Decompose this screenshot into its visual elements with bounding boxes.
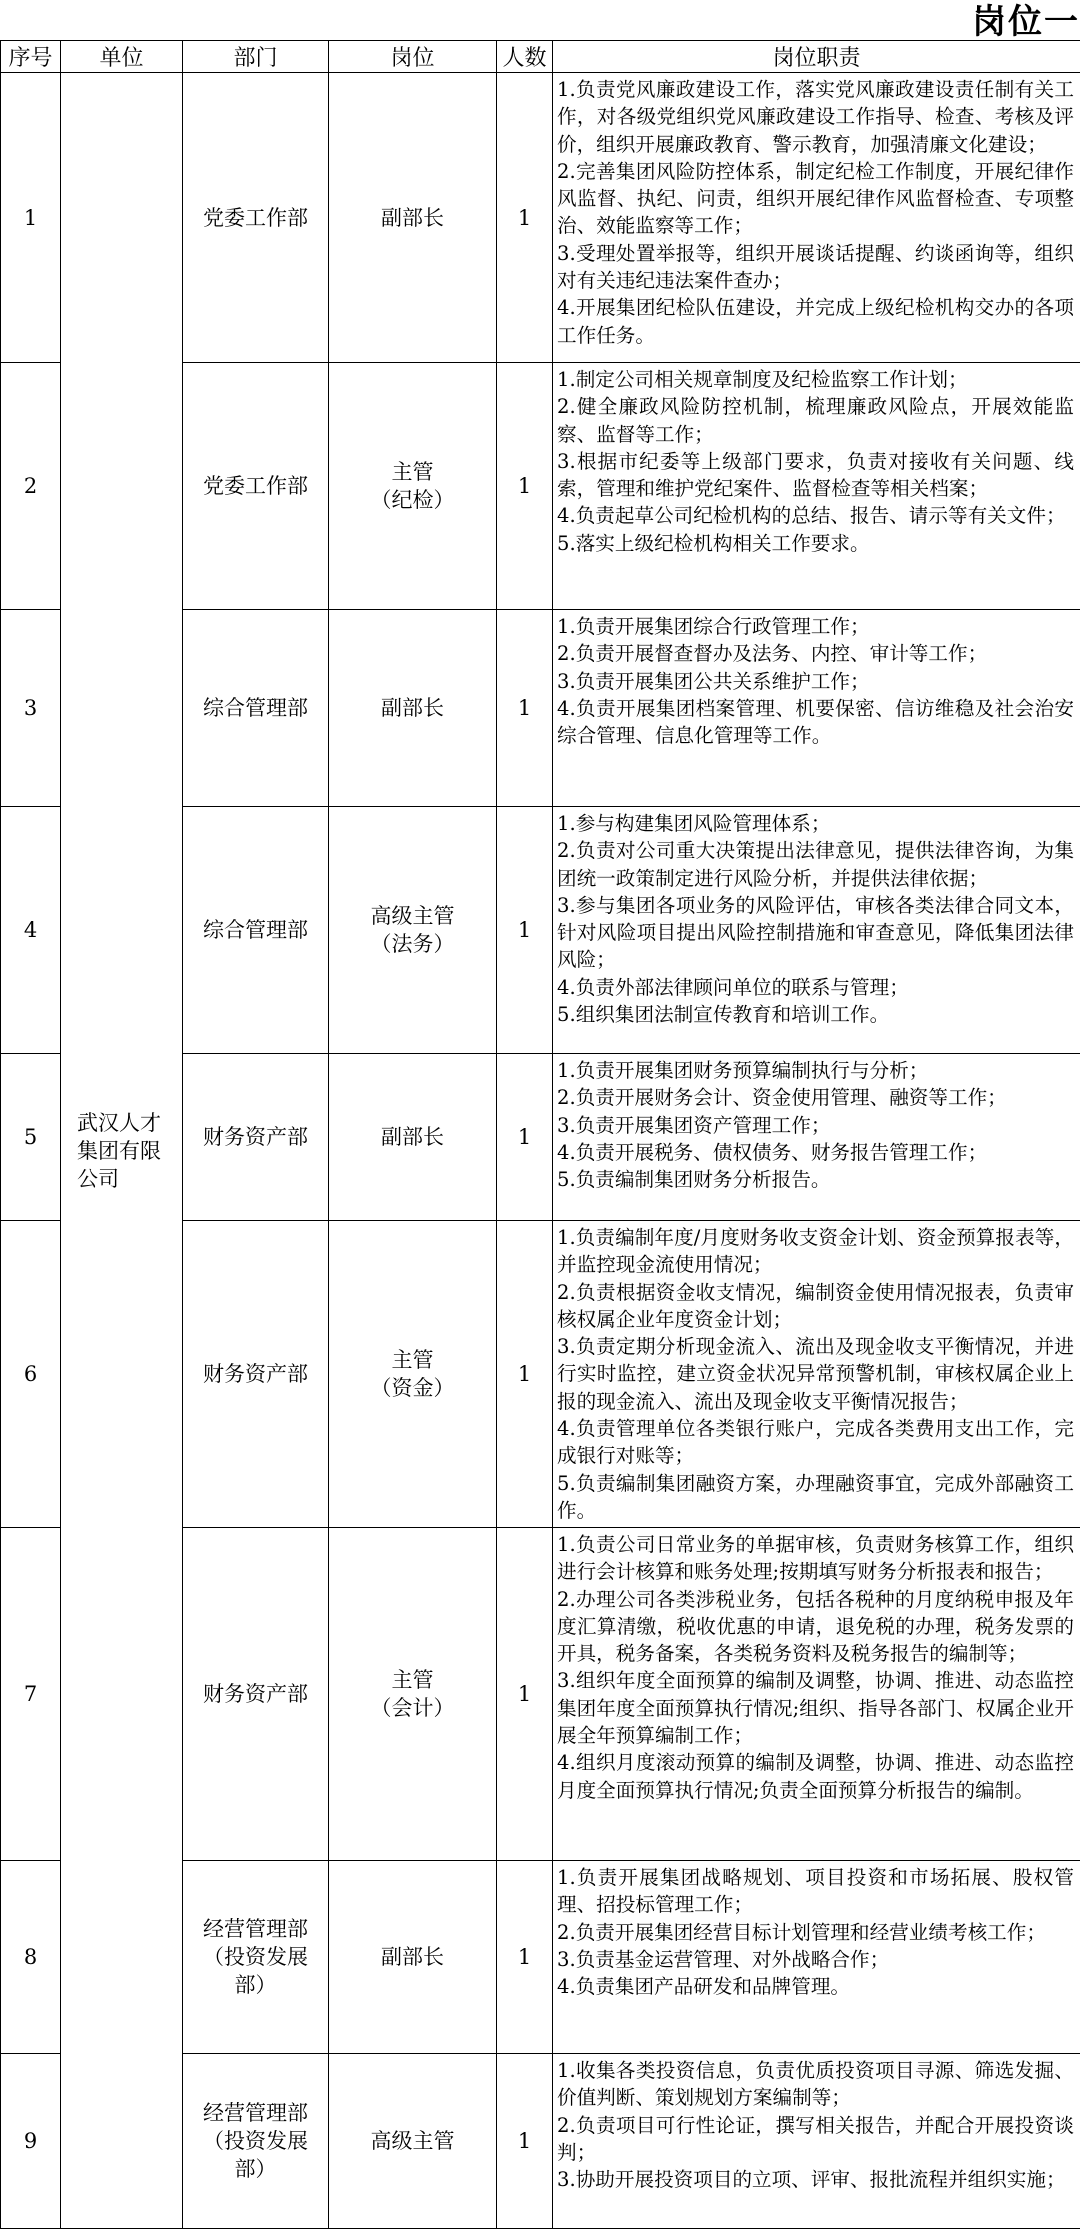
duty-item: 3.根据市纪委等上级部门要求，负责对接收有关问题、线索，管理和维护党纪案件、监督检查等相关档案； (557, 448, 1074, 503)
row-seq: 3 (1, 610, 61, 807)
duty-item: 2.负责开展督查督办及法务、内控、审计等工作； (557, 640, 1074, 667)
header-count: 人数 (497, 41, 553, 73)
dept-label: 财务资产部 (203, 1123, 308, 1151)
duty-item: 2.办理公司各类涉税业务，包括各税种的月度纳税申报及年度汇算清缴，税收优惠的申请，退免税的办理，税务发票的开具，税务备案，各类税务资料及税务报告的编制等； (557, 1586, 1074, 1668)
duty-item: 2.负责根据资金收支情况，编制资金使用情况报表，负责审核权属企业年度资金计划； (557, 1279, 1074, 1334)
row-dept (183, 807, 329, 1054)
post-label: 副部长 (329, 204, 496, 232)
duties-list (553, 1221, 1080, 1526)
header-post: 岗位 (329, 41, 497, 73)
duty-item: 4.负责集团产品研发和品牌管理。 (557, 1973, 1074, 2000)
row-count: 1 (497, 1528, 553, 1861)
row-count: 1 (497, 610, 553, 807)
row-seq: 6 (1, 1221, 61, 1528)
row-post (329, 610, 497, 807)
row-dept (183, 610, 329, 807)
post-label: （会计） (329, 1694, 496, 1722)
table-header-row (1, 41, 1080, 73)
post-label: 高级主管 (329, 2127, 496, 2155)
row-post (329, 363, 497, 610)
duty-item: 5.负责编制集团财务分析报告。 (557, 1166, 1074, 1193)
row-duties (553, 73, 1080, 363)
duties-list (553, 2054, 1080, 2227)
duties-list (553, 1861, 1080, 2052)
duty-item: 2.健全廉政风险防控机制，梳理廉政风险点，开展效能监察、监督等工作； (557, 393, 1074, 448)
post-label: 主管 (329, 458, 496, 486)
duty-item: 4.负责管理单位各类银行账户，完成各类费用支出工作，完成银行对账等； (557, 1415, 1074, 1470)
row-count: 1 (497, 2054, 553, 2229)
duty-item: 3.负责基金运营管理、对外战略合作； (557, 1946, 1074, 1973)
post-label: 副部长 (329, 1123, 496, 1151)
duty-item: 4.开展集团纪检队伍建设，并完成上级纪检机构交办的各项工作任务。 (557, 294, 1074, 349)
duty-item: 2.负责开展集团经营目标计划管理和经营业绩考核工作； (557, 1919, 1074, 1946)
row-post (329, 1528, 497, 1861)
duties-list (553, 610, 1080, 805)
job-table (0, 40, 1080, 2229)
duties-list (553, 1528, 1080, 1859)
row-seq: 4 (1, 807, 61, 1054)
duty-item: 1.制定公司相关规章制度及纪检监察工作计划； (557, 366, 1074, 393)
duty-item: 3.协助开展投资项目的立项、评审、报批流程并组织实施； (557, 2166, 1074, 2193)
duty-item: 1.收集各类投资信息，负责优质投资项目寻源、筛选发掘、价值判断、策划规划方案编制等； (557, 2057, 1074, 2112)
duty-item: 5.负责编制集团融资方案，办理融资事宜，完成外部融资工作。 (557, 1470, 1074, 1525)
post-label: （纪检） (329, 486, 496, 514)
duty-item: 5.组织集团法制宣传教育和培训工作。 (557, 1001, 1074, 1028)
duty-item: 3.负责开展集团资产管理工作； (557, 1112, 1074, 1139)
row-seq: 2 (1, 363, 61, 610)
duty-item: 3.负责开展集团公共关系维护工作； (557, 668, 1074, 695)
post-label: （法务） (329, 930, 496, 958)
duty-item: 4.负责开展税务、债权债务、财务报告管理工作； (557, 1139, 1074, 1166)
row-post (329, 2054, 497, 2229)
dept-label: 综合管理部 (203, 694, 308, 722)
header-unit: 单位 (61, 41, 183, 73)
dept-label: 综合管理部 (203, 916, 308, 944)
duty-item: 1.负责开展集团战略规划、项目投资和市场拓展、股权管理、招投标管理工作； (557, 1864, 1074, 1919)
duty-item: 5.落实上级纪检机构相关工作要求。 (557, 530, 1074, 557)
duty-item: 2.负责开展财务会计、资金使用管理、融资等工作； (557, 1084, 1074, 1111)
post-label: 主管 (329, 1666, 496, 1694)
duty-item: 4.组织月度滚动预算的编制及调整，协调、推进、动态监控月度全面预算执行情况;负责全面预算分析报告的编制。 (557, 1749, 1074, 1804)
duty-item: 3.负责定期分析现金流入、流出及现金收支平衡情况，并进行实时监控，建立资金状况异常预警机制，审核权属企业上报的现金流入、流出及现金收支平衡情况报告； (557, 1333, 1074, 1415)
table-row (1, 73, 1080, 363)
row-duties (553, 807, 1080, 1054)
duty-item: 4.负责起草公司纪检机构的总结、报告、请示等有关文件； (557, 502, 1074, 529)
row-post (329, 1054, 497, 1221)
row-seq: 8 (1, 1861, 61, 2054)
row-duties (553, 1221, 1080, 1528)
dept-label: 经营管理部（投资发展部） (202, 1915, 310, 1999)
duty-item: 2.负责项目可行性论证，撰写相关报告，并配合开展投资谈判； (557, 2112, 1074, 2167)
row-duties (553, 363, 1080, 610)
row-seq: 7 (1, 1528, 61, 1861)
duty-item: 1.负责开展集团财务预算编制执行与分析； (557, 1057, 1074, 1084)
duty-item: 1.负责公司日常业务的单据审核，负责财务核算工作，组织进行会计核算和账务处理;按期填写财务分析报表和报告； (557, 1531, 1074, 1586)
row-seq: 1 (1, 73, 61, 363)
post-label: 副部长 (329, 1943, 496, 1971)
duty-item: 4.负责外部法律顾问单位的联系与管理； (557, 974, 1074, 1001)
post-label: （资金） (329, 1374, 496, 1402)
post-label: 高级主管 (329, 902, 496, 930)
duty-item: 2.完善集团风险防控体系，制定纪检工作制度，开展纪律作风监督、执纪、问责，组织开展纪律作风监督检查、专项整治、效能监察等工作； (557, 158, 1074, 240)
header-seq: 序号 (1, 41, 61, 73)
duty-item: 4.负责开展集团档案管理、机要保密、信访维稳及社会治安综合管理、信息化管理等工作。 (557, 695, 1074, 750)
row-dept (183, 363, 329, 610)
duty-item: 3.受理处置举报等，组织开展谈话提醒、约谈函询等，组织对有关违纪违法案件查办； (557, 240, 1074, 295)
row-count: 1 (497, 1054, 553, 1221)
row-count: 1 (497, 1861, 553, 2054)
duties-list (553, 363, 1080, 608)
row-duties (553, 1861, 1080, 2054)
row-duties (553, 2054, 1080, 2229)
row-post (329, 1861, 497, 2054)
row-post (329, 73, 497, 363)
row-post (329, 807, 497, 1054)
dept-label: 党委工作部 (203, 472, 308, 500)
duties-list (553, 73, 1080, 361)
row-duties (553, 1528, 1080, 1861)
duties-list (553, 807, 1080, 1052)
dept-label: 财务资产部 (203, 1360, 308, 1388)
row-dept (183, 2054, 329, 2229)
duty-item: 3.组织年度全面预算的编制及调整，协调、推进、动态监控集团年度全面预算执行情况;组织、指导各部门、权属企业开展全年预算编制工作； (557, 1667, 1074, 1749)
duties-list (553, 1054, 1080, 1219)
header-dept: 部门 (183, 41, 329, 73)
row-count: 1 (497, 73, 553, 363)
dept-label: 财务资产部 (203, 1680, 308, 1708)
unit-name: 武汉人才集团有限公司 (61, 1109, 182, 1193)
duty-item: 1.负责编制年度/月度财务收支资金计划、资金预算报表等，并监控现金流使用情况； (557, 1224, 1074, 1279)
duty-item: 1.参与构建集团风险管理体系； (557, 810, 1074, 837)
duty-item: 1.负责开展集团综合行政管理工作； (557, 613, 1074, 640)
row-seq: 9 (1, 2054, 61, 2229)
row-count: 1 (497, 807, 553, 1054)
page-title: 岗位一 (972, 0, 1080, 40)
row-dept (183, 1221, 329, 1528)
row-count: 1 (497, 363, 553, 610)
duty-item: 3.参与集团各项业务的风险评估，审核各类法律合同文本，针对风险项目提出风险控制措施和审查意见，降低集团法律风险； (557, 892, 1074, 974)
row-dept (183, 73, 329, 363)
row-duties (553, 610, 1080, 807)
row-dept (183, 1528, 329, 1861)
dept-label: 经营管理部（投资发展部） (202, 2099, 310, 2183)
row-count: 1 (497, 1221, 553, 1528)
dept-label: 党委工作部 (203, 204, 308, 232)
row-post (329, 1221, 497, 1528)
header-duties: 岗位职责 (553, 41, 1080, 73)
row-seq: 5 (1, 1054, 61, 1221)
post-label: 主管 (329, 1346, 496, 1374)
row-dept (183, 1054, 329, 1221)
duty-item: 2.负责对公司重大决策提出法律意见，提供法律咨询，为集团统一政策制定进行风险分析，并提供法律依据； (557, 837, 1074, 892)
post-label: 副部长 (329, 694, 496, 722)
row-duties (553, 1054, 1080, 1221)
row-dept (183, 1861, 329, 2054)
duty-item: 1.负责党风廉政建设工作，落实党风廉政建设责任制有关工作，对各级党组织党风廉政建设工作指导、检查、考核及评价，组织开展廉政教育、警示教育，加强清廉文化建设； (557, 76, 1074, 158)
unit-cell (61, 73, 183, 2229)
